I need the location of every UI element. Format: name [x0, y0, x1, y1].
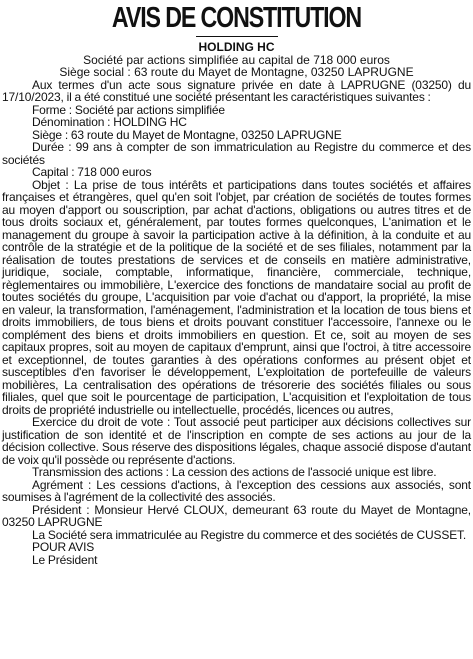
- signature-line: Le Président: [32, 552, 98, 567]
- notice-body: [2, 79, 471, 567]
- duree-paragraph: Durée : 99 ans à compter de son immatriculation au Registre du commerce et des sociétés: [2, 140, 471, 167]
- pour-avis-line: POUR AVIS: [32, 540, 95, 554]
- vote-paragraph: Exercice du droit de vote : Tout associé peut participer aux décisions collectives sur justification de son identité et de l'inscription en compte de ses actions au jour de la décision collective. Sous réserve des dispositions légales, chaque associé dispose d'autant de voix qu'il possède ou représente d'actions.: [2, 415, 471, 467]
- forme-line: Forme : Société par actions simplifiée: [32, 102, 225, 117]
- headline-rule: [196, 36, 278, 37]
- transmission-line: Transmission des actions : La cession des actions de l'associé unique est libre.: [32, 465, 437, 479]
- company-name: HOLDING HC: [198, 40, 275, 54]
- legal-notice: [2, 3, 471, 566]
- capital-line: Capital : 718 000 euros: [32, 165, 152, 179]
- notice-headline: AVIS DE CONSTITUTION: [111, 2, 362, 34]
- president-paragraph: Président : Monsieur Hervé CLOUX, demeurant 63 route du Mayet de Montagne, 03250 LAPRUGNE: [2, 502, 471, 529]
- objet-paragraph: Objet : La prise de tous intérêts et participations dans toutes sociétés et affaires françaises et étrangères, quel qu'en soit l'objet, par création de sociétés de toutes formes au moyen d'apport ou souscription, par achat d'actions, obligations ou autres titres et de tous droits sociaux et, généralement, par toutes formes quelconques, L'animation et le management du groupe à savoir la participation active à la définition, à la conduite et au contrôle de la stratégie et de la politique de la société et de ses filiales, notamment par la réalisation de toutes prestations de services et de conseils en matière administrative, juridique, sociale, comptable, informatique, financière, commerciale, technique, règlementaires ou immobilière, L'exercice des fonctions de mandataire social au profit de toutes sociétés du groupe, L'acquisition par voie d'achat ou d'apport, la propriété, la mise en valeur, la transformation, l'aménagement, l'administration et la location de tous biens et droits immobiliers, de tous biens et droits pouvant constituer l'accessoire, l'annexe ou le complément des biens et droits immobiliers en question. Et ce, soit au moyen de ses capitaux propres, soit au moyen de capitaux d'emprunt, ainsi que l'octroi, à titre accessoire et exceptionnel, de toutes garanties à des opérations conformes au présent objet et susceptibles d'en favoriser le développement, L'exploitation de portefeuille de valeurs mobilières, La centralisation des opérations de trésorerie des sociétés filiales ou sous filiales, quel que soit le pourcentage de participation, L'acquisition et l'exploitation de tous droits de propriété industrielle ou intellectuelle, procédés, licences ou autres,: [2, 177, 471, 417]
- company-seat-line: Siège social : 63 route du Mayet de Montagne, 03250 LAPRUGNE: [59, 65, 414, 79]
- agrement-paragraph: Agrément : Les cessions d'actions, à l'exception des cessions aux associés, sont soumises à l'agrément de la collectivité des associés.: [2, 477, 471, 504]
- immatriculation-line: La Société sera immatriculée au Registre du commerce et des sociétés de CUSSET.: [32, 527, 467, 542]
- intro-paragraph: Aux termes d'un acte sous signature privée en date à LAPRUGNE (03250) du 17/10/2023, il a été constitué une société présentant les caractéristiques suivantes :: [2, 77, 471, 104]
- denomination-line: Dénomination : HOLDING HC: [32, 115, 187, 129]
- siege-line: Siège : 63 route du Mayet de Montagne, 03250 LAPRUGNE: [32, 127, 342, 142]
- company-form-line: Société par actions simplifiée au capital de 718 000 euros: [83, 52, 390, 67]
